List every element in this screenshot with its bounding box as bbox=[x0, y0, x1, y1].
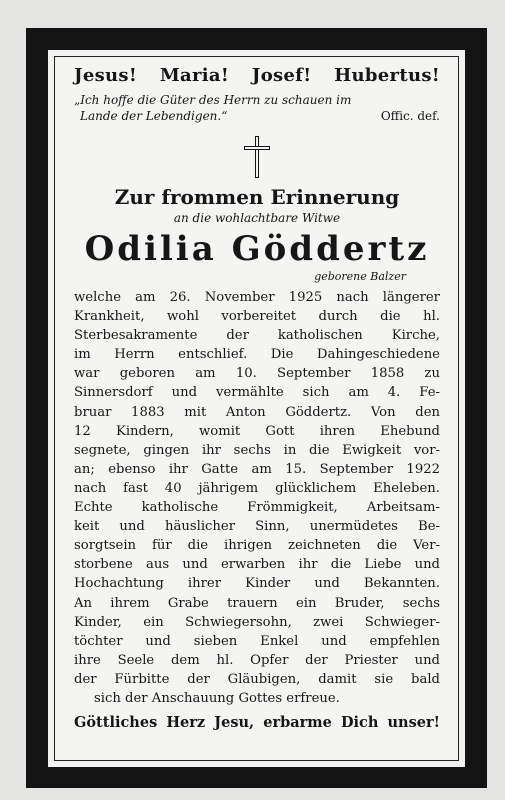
obituary-line: sorgtsein für die ihrigen zeichneten die Ver- bbox=[74, 538, 440, 554]
obituary-text bbox=[74, 288, 440, 708]
quote-line-2-row bbox=[74, 108, 440, 124]
obituary-line: Sterbesakramente der katholischen Kirche, bbox=[74, 328, 440, 344]
obituary-line: Krankheit, wohl vorbereitet durch die hl. bbox=[74, 309, 440, 325]
obituary-line: bruar 1883 mit Anton Göddertz. Von den bbox=[74, 404, 440, 420]
memorial-subtitle: an die wohlachtbare Witwe bbox=[173, 211, 341, 225]
deceased-name: Odilia Göddertz bbox=[84, 229, 430, 269]
latin-cross-icon bbox=[242, 136, 272, 178]
closing-word: unser! bbox=[387, 714, 440, 732]
obituary-line: keit und häuslicher Sinn, unermüdetes Be- bbox=[74, 519, 440, 535]
obituary-line: der Fürbitte der Gläubigen, damit sie bald bbox=[74, 671, 440, 687]
scripture-quote bbox=[74, 92, 440, 124]
obituary-line: 12 Kindern, womit Gott ihren Ehebund bbox=[74, 423, 440, 439]
memorial-title: Zur frommen Erinnerung bbox=[114, 185, 400, 209]
obituary-line: Echte katholische Frömmigkeit, Arbeitsam- bbox=[74, 500, 440, 516]
closing-word: Herz bbox=[166, 714, 206, 732]
quote-line-2: Lande der Lebendigen.“ bbox=[80, 109, 228, 123]
cross-vertical-bar bbox=[255, 136, 259, 178]
obituary-line: welche am 26. November 1925 nach längerer bbox=[74, 290, 440, 305]
obituary-line: storbene aus und erwarben ihr die Liebe und bbox=[74, 557, 440, 573]
obituary-line: ihre Seele dem hl. Opfer der Priester und bbox=[74, 652, 440, 668]
invocation-word-maria: Maria! bbox=[159, 65, 230, 86]
closing-word: Jesu, bbox=[214, 714, 255, 732]
obituary-line: war geboren am 10. September 1858 zu bbox=[74, 366, 440, 382]
obituary-line: sich der Anschauung Gottes erfreue. bbox=[94, 690, 340, 706]
obituary-line: nach fast 40 jährigem glücklichem Eheleben. bbox=[74, 480, 440, 496]
obituary-line: Kinder, ein Schwiegersohn, zwei Schwieger- bbox=[74, 614, 440, 630]
invocation-word-jesus: Jesus! bbox=[74, 65, 138, 86]
invocation-word-hubertus: Hubertus! bbox=[334, 65, 440, 86]
invocation-header bbox=[74, 62, 440, 90]
obituary-line: Hochachtung ihrer Kinder und Bekannten. bbox=[74, 576, 440, 592]
obituary-line: An ihrem Grabe trauern ein Bruder, sechs bbox=[74, 595, 440, 611]
quote-source: Offic. def. bbox=[380, 109, 440, 123]
closing-prayer bbox=[74, 712, 440, 734]
closing-word: Dich bbox=[340, 714, 379, 732]
closing-word: Göttliches bbox=[74, 714, 158, 732]
obituary-line: Sinnersdorf und vermählte sich am 4. Fe- bbox=[74, 385, 440, 401]
cross-horizontal-bar bbox=[244, 146, 270, 150]
obituary-line: segnete, gingen ihr sechs in die Ewigkeit vor- bbox=[74, 442, 440, 458]
obituary-line: töchter und sieben Enkel und empfehlen bbox=[74, 633, 440, 649]
invocation-word-josef: Josef! bbox=[251, 65, 312, 86]
obituary-line: im Herrn entschlief. Die Dahingeschiedene bbox=[74, 347, 440, 363]
quote-line-1: „Ich hoffe die Güter des Herrn zu schauen im bbox=[74, 93, 352, 107]
card-content bbox=[74, 62, 440, 734]
obituary-line: an; ebenso ihr Gatte am 15. September 1922 bbox=[74, 461, 440, 477]
maiden-name: geborene Balzer bbox=[314, 270, 406, 283]
closing-word: erbarme bbox=[263, 714, 332, 732]
